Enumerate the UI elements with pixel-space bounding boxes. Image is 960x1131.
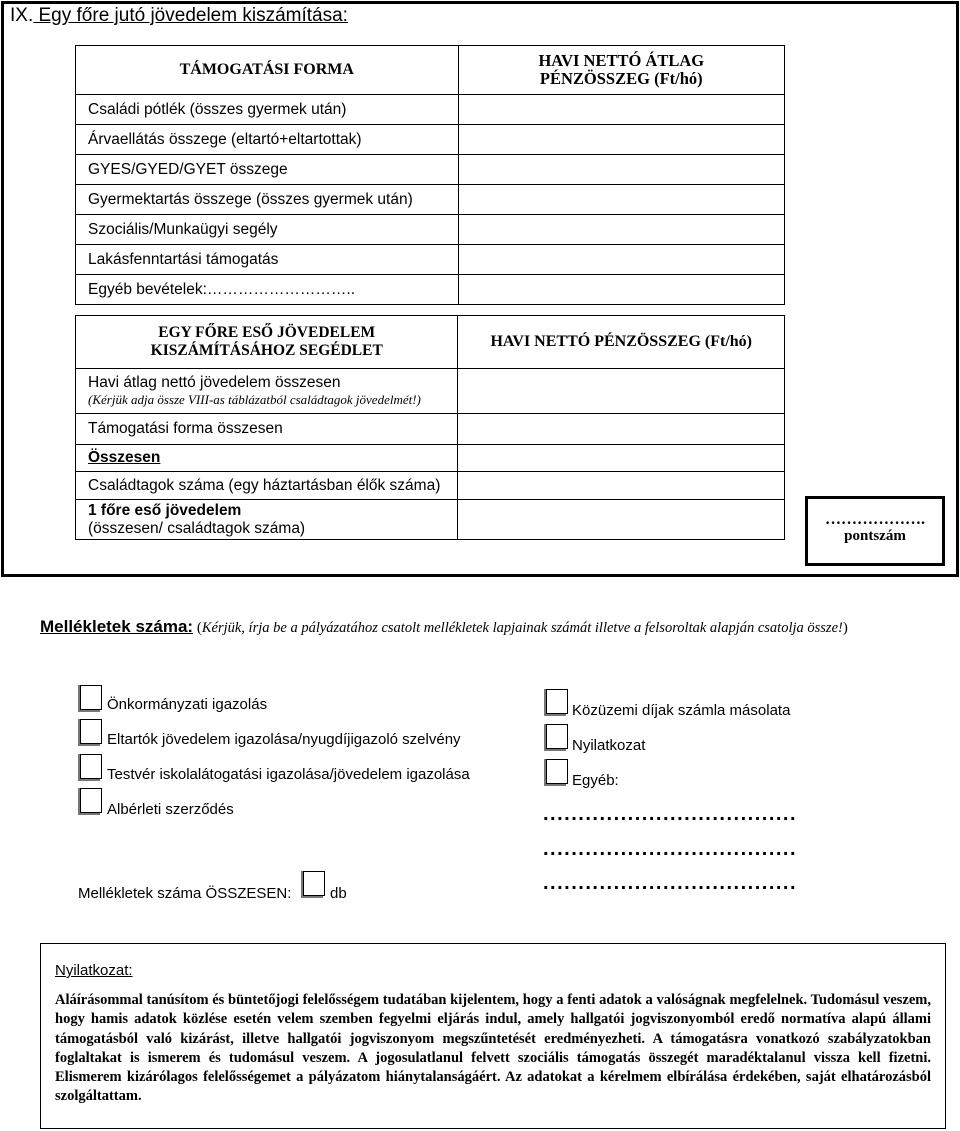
score-dots: ……………….: [825, 511, 925, 528]
amount-cell[interactable]: [458, 215, 784, 245]
declaration-box: [40, 943, 946, 1129]
amount-cell[interactable]: [458, 125, 784, 155]
attachments-note-close: ): [842, 620, 848, 636]
score-label: pontszám: [844, 528, 906, 544]
row-label: Gyermektartás összege (összes gyermek után): [76, 185, 459, 215]
support-form-header: TÁMOGATÁSI FORMA: [76, 46, 459, 95]
checkbox-label: Nyilatkozat: [572, 737, 646, 754]
attachments-total-box[interactable]: [303, 871, 325, 896]
grand-total-label: Összesen: [76, 445, 458, 472]
income-helper-table: [75, 315, 785, 540]
other-dots-line: ....................................: [543, 803, 798, 825]
monthly-net-header: [458, 46, 784, 95]
net-amount-header: HAVI NETTÓ PÉNZÖSSZEG (Ft/hó): [458, 316, 785, 369]
checkbox[interactable]: [546, 759, 568, 784]
amount-cell[interactable]: [458, 275, 784, 305]
income-total-label: Havi átlag nettó jövedelem összesen: [88, 374, 341, 391]
monthly-net-header-line1: HAVI NETTÓ ÁTLAG: [538, 51, 705, 70]
section-number: IX.: [10, 5, 34, 26]
per-capita-cell: [76, 500, 458, 540]
per-capita-formula: (összesen/ családtagok száma): [88, 519, 306, 537]
per-capita-label: 1 főre eső jövedelem: [88, 501, 242, 519]
amount-cell[interactable]: [458, 185, 784, 215]
row-label: Árvaellátás összege (eltartó+eltartottak): [76, 125, 459, 155]
checkbox[interactable]: [546, 689, 568, 714]
support-table: [75, 45, 785, 305]
attachments-total-label: Mellékletek száma ÖSSZESEN:: [78, 885, 292, 902]
checkbox-label: Közüzemi díjak számla másolata: [572, 702, 791, 719]
row-label: GYES/GYED/GYET összege: [76, 155, 459, 185]
checkbox[interactable]: [80, 788, 102, 813]
checkbox[interactable]: [80, 719, 102, 744]
amount-cell[interactable]: [458, 155, 784, 185]
checkbox-label: Testvér iskolalátogatási igazolása/jövedelem igazolása: [107, 766, 470, 783]
other-dots-line: ....................................: [543, 872, 798, 894]
income-total-note: (Kérjük adja össze VIII-as táblázatból családtagok jövedelmét!): [88, 392, 421, 407]
monthly-net-header-line2: PÉNZÖSSZEG (Ft/hó): [539, 69, 703, 88]
checkbox-label: Albérleti szerződés: [107, 801, 234, 818]
other-dots-line: ....................................: [543, 838, 798, 860]
income-total-cell: [76, 369, 458, 414]
amount-cell[interactable]: [458, 472, 785, 500]
row-label: Családi pótlék (összes gyermek után): [76, 95, 459, 125]
helper-header: [76, 316, 458, 369]
attachments-note-open: (: [193, 620, 202, 636]
section-title: [10, 5, 348, 27]
amount-cell[interactable]: [458, 245, 784, 275]
attachments-total-unit: db: [330, 885, 347, 902]
household-members-label: Családtagok száma (egy háztartásban élők száma): [76, 472, 458, 500]
declaration-title: Nyilatkozat:: [55, 962, 133, 979]
checkbox-label: Önkormányzati igazolás: [107, 696, 268, 713]
helper-header-line1: EGY FŐRE ESŐ JÖVEDELEM: [158, 324, 376, 341]
amount-cell[interactable]: [458, 500, 785, 540]
amount-cell[interactable]: [458, 414, 785, 445]
support-total-label: Támogatási forma összesen: [76, 414, 458, 445]
checkbox-label: Eltartók jövedelem igazolása/nyugdíjigazoló szelvény: [107, 731, 461, 748]
row-label: Szociális/Munkaügyi segély: [76, 215, 459, 245]
amount-cell[interactable]: [458, 445, 785, 472]
attachments-note: Kérjük, írja be a pályázatához csatolt mellékletek lapjainak számát illetve a felsoroltak alapján csatolja össze!: [201, 620, 843, 636]
checkbox[interactable]: [546, 724, 568, 749]
row-label: Lakásfenntartási támogatás: [76, 245, 459, 275]
score-box[interactable]: [805, 496, 945, 566]
checkbox[interactable]: [80, 685, 102, 710]
declaration-text: Aláírásommal tanúsítom és büntetőjogi felelősségem tudatában kijelentem, hogy a fenti adatok a valóságnak megfelelnek. Tudomásul veszem, hogy hamis adatok közlése esetén velem szemben fegyelmi eljárás indul, amely hallgatói jogviszonyomból eredő normatíva alapú állami támogatásból való kizárást, illetve hallgatói jogviszonyom megszűntetését eredményezheti. A támogatásra vonatkozó szabályzatokban foglaltakat is ismerem és tudomásul veszem. A jogosulatlanul felvett szociális támogatás összegét maradéktalanul vissza kell fizetni. Elismerem kizárólagos felelősségemet a pályázatom hiánytalanságáért. Az adatokat a kérelmem elbírálása érdekében, saját elhatározásból szolgáltattam.: [55, 992, 931, 1105]
checkbox[interactable]: [80, 754, 102, 779]
attachments-title: Mellékletek száma:: [40, 617, 194, 636]
section-title-text: Egy főre jutó jövedelem kiszámítása:: [33, 5, 348, 26]
attachments-heading: [40, 617, 920, 638]
row-label: Egyéb bevételek:………………………..: [76, 275, 459, 305]
checkbox-label: Egyéb:: [572, 772, 619, 789]
amount-cell[interactable]: [458, 95, 784, 125]
helper-header-line2: KISZÁMÍTÁSÁHOZ SEGÉDLET: [150, 342, 383, 359]
amount-cell[interactable]: [458, 369, 785, 414]
